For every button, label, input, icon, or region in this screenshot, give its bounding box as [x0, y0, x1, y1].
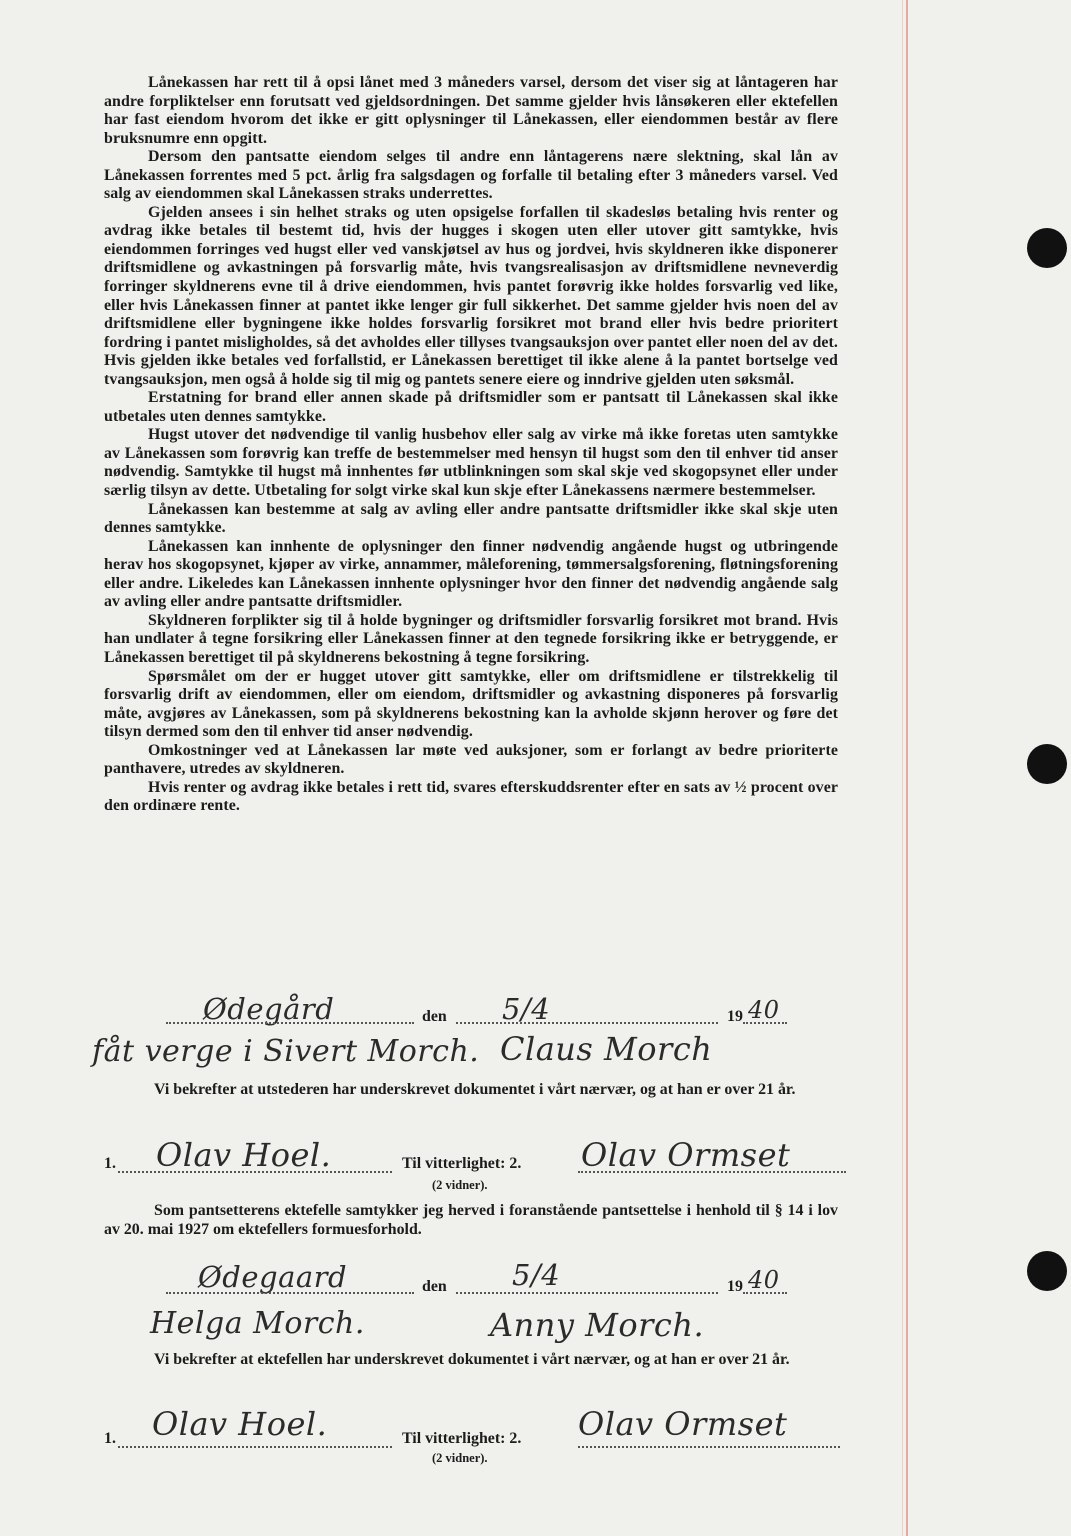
handwritten-date-2: 5/4 [512, 1258, 561, 1292]
handwritten-signer-right-2: Anny Morch. [490, 1306, 705, 1344]
place-dotted-line [166, 1022, 414, 1024]
witness2-signature-right: Olav Ormset [578, 1405, 788, 1443]
paragraph: Hvis renter og avdrag ikke betales i rett tid, svares efterskuddsrenter efter en sats av ½ procent over den ordinære rente. [104, 778, 838, 815]
den-label: den [422, 1008, 447, 1025]
handwritten-year: 40 [748, 996, 780, 1024]
year-prefix: 19 [727, 1008, 743, 1025]
date2-dotted-line [456, 1292, 718, 1294]
margin-rule-inner [902, 0, 903, 1536]
paragraph: Dersom den pantsatte eiendom selges til andre enn låntagerens nære slektning, skal lån av Lånekassen forrentes med 5 pct. årlig fra salgsdagen og forfalle til betaling efter 3 måneders varsel. Ved salg av eiendommen skal Lånekassen straks underrettes. [104, 148, 838, 203]
punch-hole-middle [1027, 744, 1067, 784]
margin-rule [906, 0, 908, 1536]
handwritten-place-2: Ødegaard [198, 1260, 348, 1294]
witness1-dotted-line-right [578, 1171, 846, 1173]
handwritten-signer-left-2: Helga Morch. [150, 1306, 365, 1341]
paragraph: Omkostninger ved at Lånekassen lar møte ved auksjoner, som er forlangt av bedre prioriterte panthavere, utredes av skyldneren. [104, 741, 838, 778]
paragraph: Skyldneren forplikter sig til å holde bygninger og driftsmidler forsvarlig forsikret mot brand. Hvis han undlater å tegne forsikring eller Lånekassen finner at den tegnede forsikring ikke er betryggende, er Lånekassen berettiget til på skyldnerens bekostning å tegne forsikring. [104, 611, 838, 666]
handwritten-date: 5/4 [502, 992, 551, 1026]
handwritten-place: Ødegård [203, 992, 335, 1026]
witness1-signature-right: Olav Ormset [581, 1136, 791, 1174]
witness1-note: (2 vidner). [432, 1178, 488, 1192]
witness2-dotted-line-right [578, 1446, 840, 1448]
handwritten-signers-left: fåt verge i Sivert Morch. [92, 1034, 480, 1069]
witness2-label: Til vitterlighet: 2. [402, 1430, 522, 1447]
paragraph: Gjelden ansees i sin helhet straks og uten opsigelse forfallen til skadesløs betaling hvis renter og avdrag ikke betales til bestemt tid, hvis der hugges i skogen uten eller utover gitt samtykke, hvis eiendommen forringes ved hugst eller ved vanskjøtsel av hus og jordvei, hvis skyldneren ikke disponerer driftsmidlene og avkastningen på forsvarlig måte, hvis tvangsrealisasjon av driftsmidlene nevneverdig forringer skyldnerens evne til å drive eiendommen, hvis pantet forøvrig ikke holdes forsvarlig ved like, eller hvis Lånekassen finner at pantet ikke lenger gir full sikkerhet. Det samme gjelder hvis noen del av driftsmidlene eller bygningene ikke holdes forsvarlig forsikret mot brand eller hvis bedre prioritert fordring i pantet misligholdes, så det avholdes eller tillyses tvangsauksjon over pantet eller noen del av det. Hvis gjelden ikke betales ved forfallstid, er Lånekassen berettiget til ikke alene å la pantet bortselge ved tvangsauksjon, men også å holde sig til mig og pantets senere eiere og inndrive gjelden uten søksmål. [104, 203, 838, 388]
paragraph: Erstatning for brand eller annen skade på driftsmidler som er pantsatt til Lånekassen skal ikke utbetales uten dennes samtykke. [104, 389, 838, 425]
witness2-signature-left: Olav Hoel. [152, 1405, 328, 1443]
witness2-dotted-line-left [118, 1446, 392, 1448]
paragraph: Lånekassen kan bestemme at salg av avling eller andre pantsatte driftsmidler ikke skal skje uten dennes samtykke. [104, 500, 838, 537]
den-label-2: den [422, 1278, 447, 1295]
punch-hole-top [1027, 228, 1067, 268]
witness1-label: Til vitterlighet: 2. [402, 1155, 522, 1172]
spouse-consent: Som pantsetterens ektefelle samtykker jeg herved i foranstående pantsettelse i henhold til § 14 i lov av 20. mai 1927 om ektefellers formuesforhold. [104, 1202, 838, 1238]
place2-dotted-line [166, 1292, 414, 1294]
handwritten-signer-right: Claus Morch [500, 1030, 713, 1068]
paragraph: Hugst utover det nødvendige til vanlig husbehov eller salg av virke må ikke foretas uten samtykke av Lånekassen som forøvrig kan treffe de bestemmelser med hensyn til hugst som den til enhver tid anser nødvendig. Samtykke til hugst må innhentes før utblinkningen som skal skje ved skogopsynet eller under særlig tilsyn av dette. Utbetaling for solgt virke skal kun skje efter Lånekassens nærmere bestemmelser. [104, 426, 838, 500]
year-dotted-line [743, 1022, 787, 1024]
witness1-dotted-line-left [118, 1171, 392, 1173]
paragraph: Lånekassen kan innhente de oplysninger den finner nødvendig angående hugst og utbringende herav hos skogopsynet, kjøper av virke, annammer, måleforening, tømmersalgsforening, fløtningsforening eller andre. Likeledes kan Lånekassen innhente oplysninger hvor den finner det nødvendig angående salg av avling eller andre pantsatte driftsmidler. [104, 537, 838, 611]
witness2-note: (2 vidner). [432, 1451, 488, 1465]
paragraph: Lånekassen har rett til å opsi lånet med 3 måneders varsel, dersom det viser sig at låntageren har andre forpliktelser enn forutsatt ved gjeldsordningen. Det samme gjelder hvis lånsøkeren eller ektefellen har fast eiendom hvorom det ikke er gitt oplysninger til Lånekassen, eller eiendommen består av flere bruksnumre enn opgitt. [104, 74, 838, 147]
paragraph: Spørsmålet om der er hugget utover gitt samtykke, eller om driftsmidlene er tilstrekkelig til forsvarlig drift av eiendommen, eller om eiendom, driftsmidler og avkastning disponeres på forsvarlig måte, avgjøres av Lånekassen, som på skyldnerens bekostning kan la avholde skjønn herover og føre det tilsyn dermed som den til enhver tid anser nødvendig. [104, 667, 838, 741]
date-dotted-line [456, 1022, 718, 1024]
witness-statement-2: Vi bekrefter at ektefellen har underskrevet dokumentet i vårt nærvær, og at han er over 21 år. [154, 1351, 790, 1368]
year2-dotted-line [743, 1292, 787, 1294]
loan-terms-text [104, 74, 838, 816]
witness-statement-1: Vi bekrefter at utstederen har underskrevet dokumentet i vårt nærvær, og at han er over 21 år. [154, 1081, 796, 1098]
punch-hole-bottom [1027, 1251, 1067, 1291]
witness2-number: 1. [104, 1430, 116, 1447]
witness1-signature-left: Olav Hoel. [156, 1136, 332, 1174]
witness1-number: 1. [104, 1155, 116, 1172]
handwritten-year-2: 40 [748, 1266, 780, 1294]
year-prefix-2: 19 [727, 1278, 743, 1295]
